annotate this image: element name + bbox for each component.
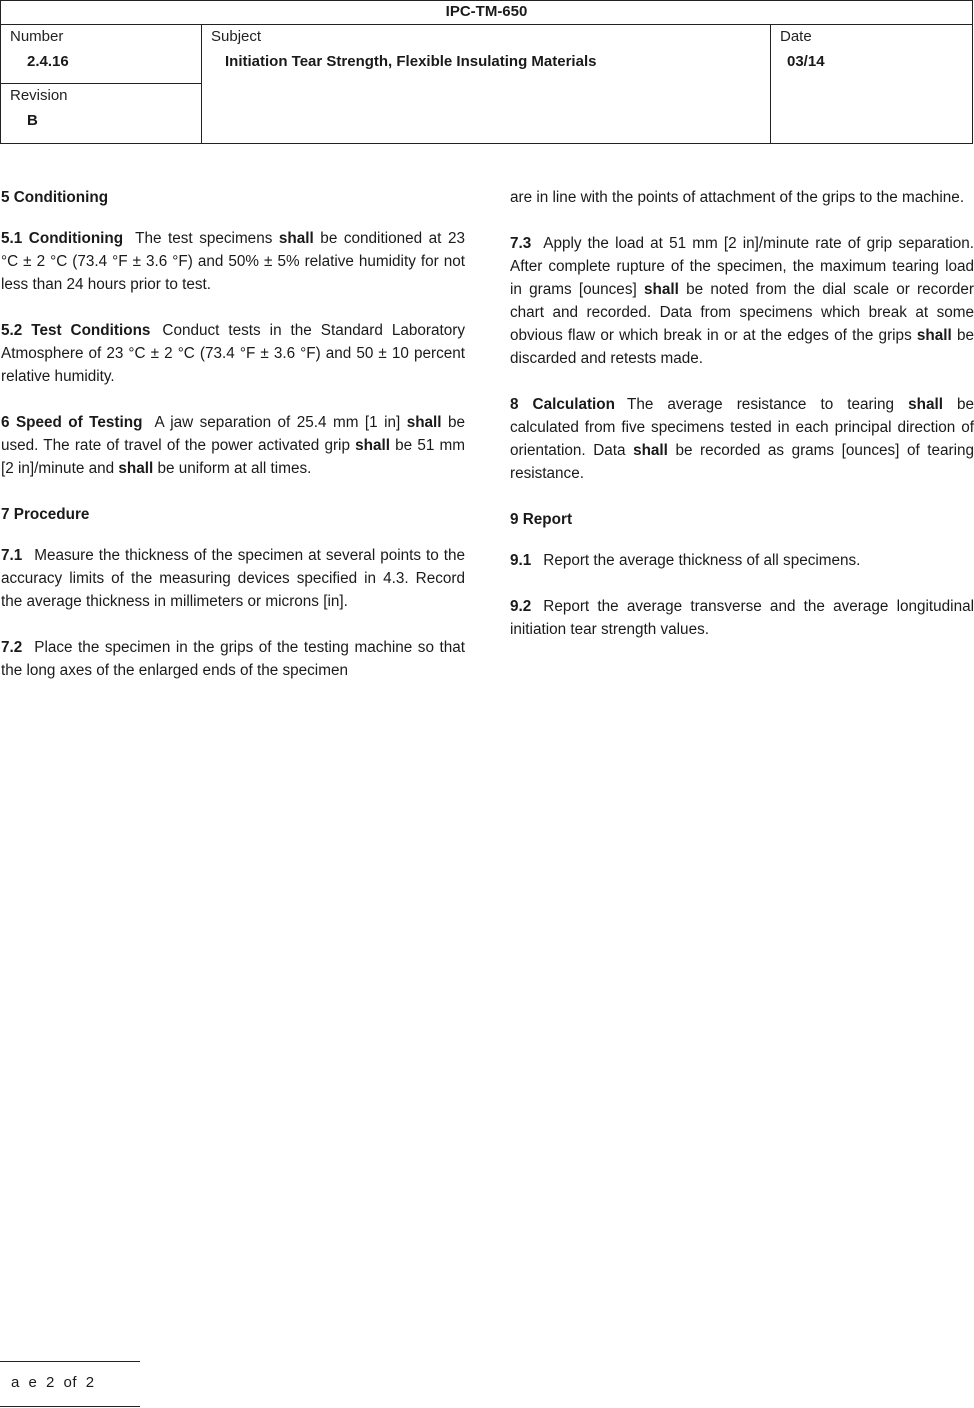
bold-text: 9 Report [510,511,573,528]
paragraph [510,549,974,572]
right-text-column [510,186,974,664]
text-run: Measure the thickness of the specimen at several points to the accuracy limits of the measuring devices specified in 4.3. Record the average thickness in millimeters or microns [in]. [1,547,465,610]
paragraph-number: 6 Speed of Testing [1,414,143,431]
text-run: Report the average thickness of all specimens. [543,552,861,569]
revision-value: B [27,112,38,129]
bold-text: shall [908,396,943,413]
text-run: be discarded and retests made. [510,327,974,367]
bold-text: shall [916,327,952,344]
document-series-title: IPC-TM-650 [1,1,973,25]
text-run: be noted from the dial scale or recorder chart and recorded. Data from specimens which break at some obvious flaw or which break in or at the edges of the grips [510,281,974,344]
text-run: be 51 mm [2 in]/minute and [1,437,466,477]
paragraph-number: 7.1 [1,547,23,564]
text-run: Report the average transverse and the average longitudinal initiation tear strength values. [510,598,974,638]
paragraph [1,319,465,388]
section-heading [510,508,974,531]
paragraph [1,636,465,682]
text-run: be calculated from five specimens tested in each principal direction of orientation. Data [510,396,974,459]
paragraph [510,232,974,370]
paragraph [510,595,974,641]
paragraph [1,227,465,296]
text-run: Conduct tests in the Standard Laboratory Atmosphere of 23 °C ± 2 °C (73.4 °F ± 3.6 °F) and 50 ± 10 percent relative humidity. [1,322,465,385]
text-run: A jaw separation of 25.4 mm [1 in] [154,414,407,431]
paragraph-number: 7.3 [510,235,532,252]
text-run: be used. The rate of travel of the power activated grip [1,414,466,454]
bold-text: shall [643,281,679,298]
paragraph-number: 5.2 Test Conditions [1,322,151,339]
footer-rule-bottom [0,1406,140,1407]
number-value: 2.4.16 [27,53,69,70]
text-run: The average resistance to tearing [627,396,909,413]
bold-text: shall [406,414,442,431]
paragraph-number: 9.1 [510,552,532,569]
number-label: Number [10,28,64,45]
bold-text: shall [118,460,154,477]
page-number: a e 2 of 2 [11,1374,95,1391]
paragraph-number: 7.2 [1,639,23,656]
bold-text: shall [633,442,668,459]
bold-text: 7 Procedure [1,506,90,523]
left-text-column [1,186,465,705]
document-header-table [0,0,973,144]
text-run: The test specimens [135,230,279,247]
text-run: Place the specimen in the grips of the testing machine so that the long axes of the enlarged ends of the specimen [1,639,465,679]
section-heading [1,186,465,209]
bold-text: shall [278,230,314,247]
date-value: 03/14 [787,53,825,70]
subject-label: Subject [211,28,262,45]
text-run: be conditioned at 23 °C ± 2 °C (73.4 °F ± 3.6 °F) and 50% ± 5% relative humidity for not less than 24 hours prior to test. [1,230,465,293]
revision-label: Revision [10,87,68,104]
text-run: be recorded as grams [ounces] of tearing resistance. [510,442,974,482]
paragraph-number: 8 Calculation [510,396,615,413]
section-heading [1,503,465,526]
text-run: are in line with the points of attachment of the grips to the machine. [510,189,965,206]
paragraph [1,411,465,480]
bold-text: 5 Conditioning [1,189,109,206]
paragraph-number: 9.2 [510,598,532,615]
paragraph-number: 5.1 Conditioning [1,230,124,247]
text-run: be uniform at all times. [153,460,312,477]
footer-rule-top [0,1361,140,1362]
paragraph [510,393,974,485]
paragraph [1,544,465,613]
subject-value: Initiation Tear Strength, Flexible Insulating Materials [225,53,597,70]
date-label: Date [780,28,812,45]
text-run: Apply the load at 51 mm [2 in]/minute rate of grip separation. After complete rupture of the specimen, the maximum tearing load in grams [ounces] [510,235,974,298]
bold-text: shall [355,437,390,454]
paragraph [510,186,974,209]
